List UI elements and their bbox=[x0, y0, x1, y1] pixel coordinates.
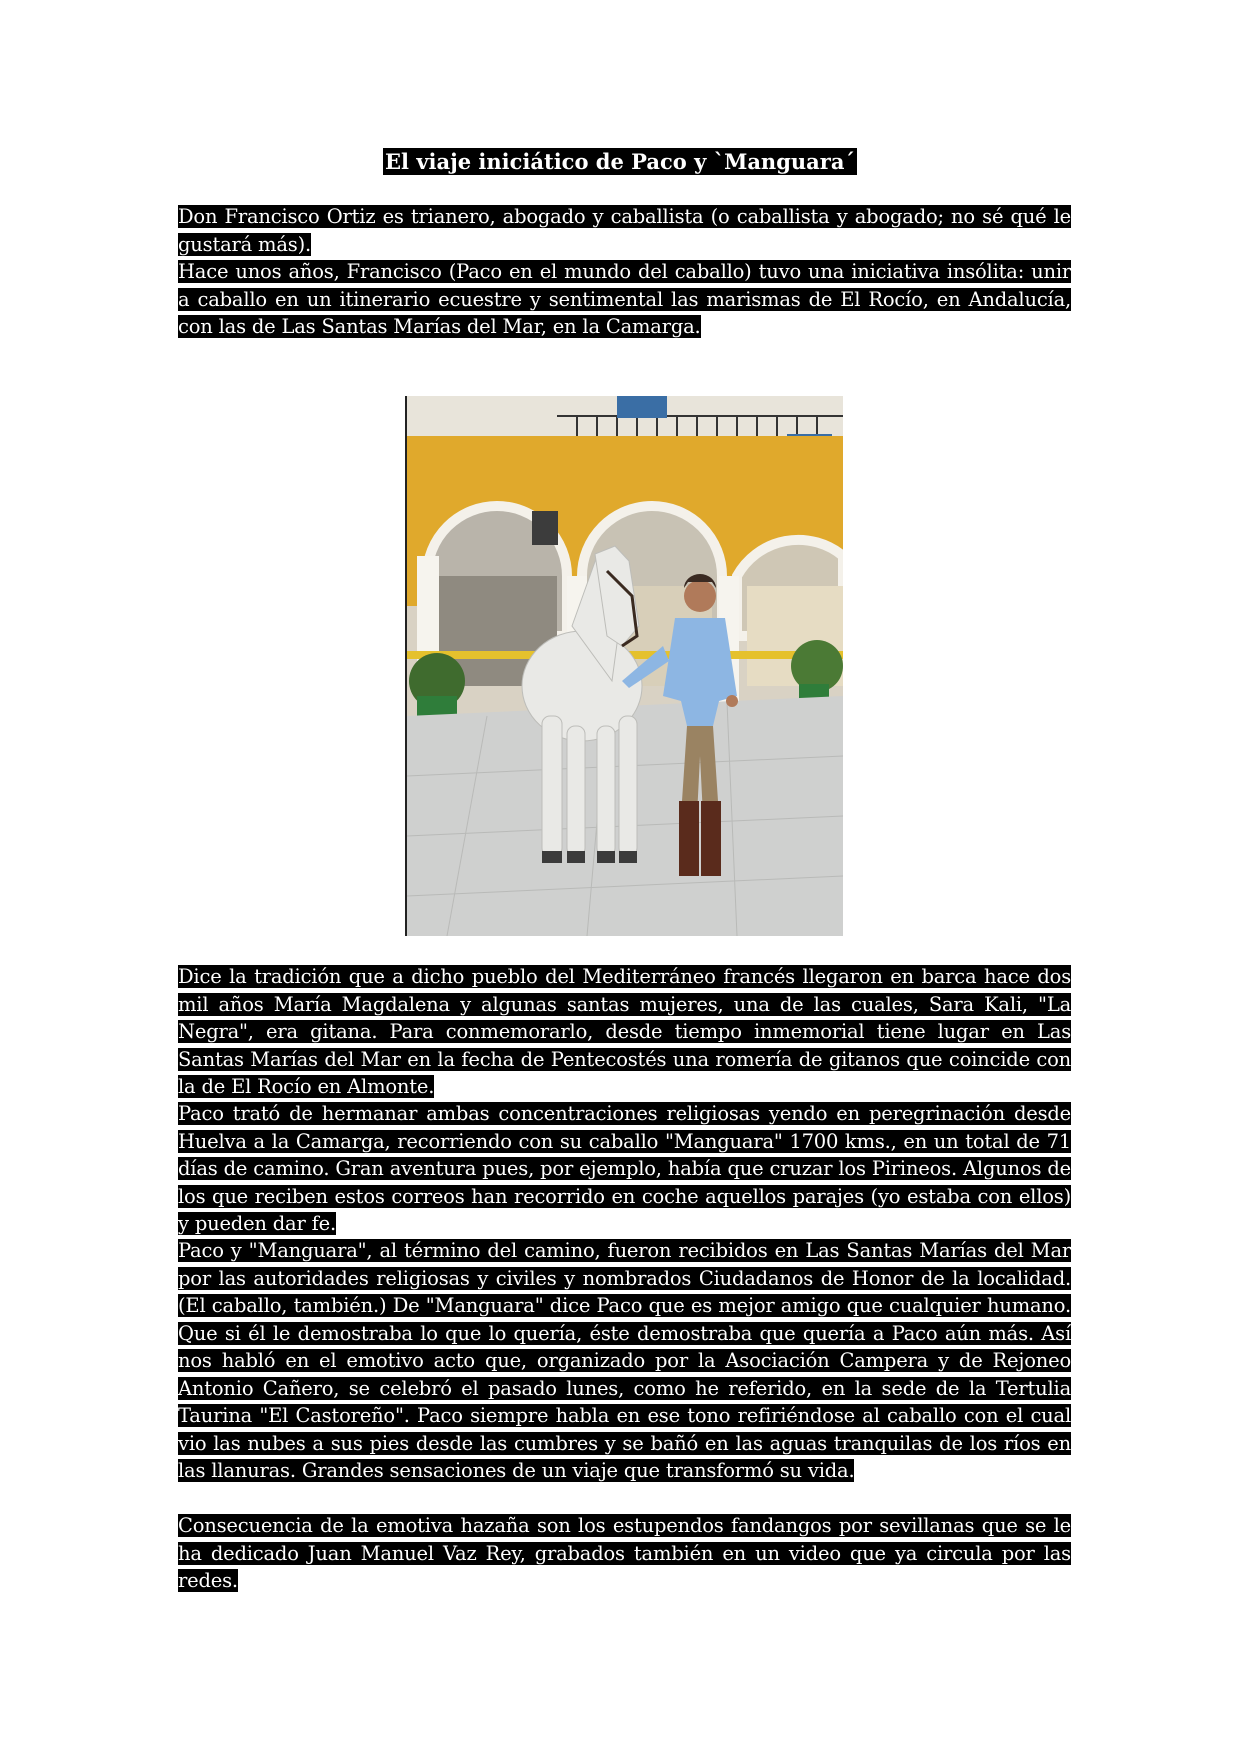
paragraph-1: Don Francisco Ortiz es trianero, abogado y caballista (o caballista y abogado; no sé qué le gustará más). bbox=[178, 205, 1071, 256]
paragraph-5: Paco y "Manguara", al término del camino, fueron recibidos en Las Santas Marías del Mar por las autoridades religiosas y civiles y nombrados Ciudadanos de Honor de la localidad. (El caballo, también.) De "Manguara" dice Paco que es mejor amigo que cualquier humano. Que si él le demostraba lo que lo quería, éste demostraba que quería a Paco aún más. Así nos habló en el emotivo acto que, organizado por la Asociación Campera y de Rejoneo Antonio Cañero, se celebró el pasado lunes, como he referido, en la sede de la Tertulia Taurina "El Castoreño". Paco siempre habla en ese tono refiriéndose al caballo con el cual vio las nubes a sus pies desde las cumbres y se bañó en las aguas tranquilas de los ríos en las llanuras. Grandes sensaciones de un viaje que transformó su vida. bbox=[178, 1239, 1071, 1482]
horse-photo bbox=[405, 396, 843, 936]
photo-illustration bbox=[407, 396, 843, 936]
page-title-text: El viaje iniciático de Paco y `Manguara´ bbox=[385, 149, 855, 174]
paragraph-3: Dice la tradición que a dicho pueblo del Mediterráneo francés llegaron en barca hace dos mil años María Magdalena y algunas santas mujeres, una de las cuales, Sara Kali, "La Negra", era gitana. Para conmemorarlo, desde tiempo inmemorial tiene lugar en Las Santas Marías del Mar en la fecha de Pentecostés una romería de gitanos que coincide con la de El Rocío en Almonte. bbox=[178, 965, 1071, 1098]
paragraph-4: Paco trató de hermanar ambas concentraciones religiosas yendo en peregrinación desde Huelva a la Camarga, recorriendo con su caballo "Manguara" 1700 kms., en un total de 71 días de camino. Gran aventura pues, por ejemplo, había que cruzar los Pirineos. Algunos de los que reciben estos correos han recorrido en coche aquellos parajes (yo estaba con ellos) y pueden dar fe. bbox=[178, 1102, 1071, 1235]
paragraph-6: Consecuencia de la emotiva hazaña son los estupendos fandangos por sevillanas que se le ha dedicado Juan Manuel Vaz Rey, grabados también en un video que ya circula por las redes. bbox=[178, 1514, 1071, 1592]
paragraph-2: Hace unos años, Francisco (Paco en el mundo del caballo) tuvo una iniciativa insólita: unir a caballo en un itinerario ecuestre y sentimental las marismas de El Rocío, en Andalucía, con las de Las Santas Marías del Mar, en la Camarga. bbox=[178, 260, 1071, 338]
page-title bbox=[0, 148, 1240, 176]
